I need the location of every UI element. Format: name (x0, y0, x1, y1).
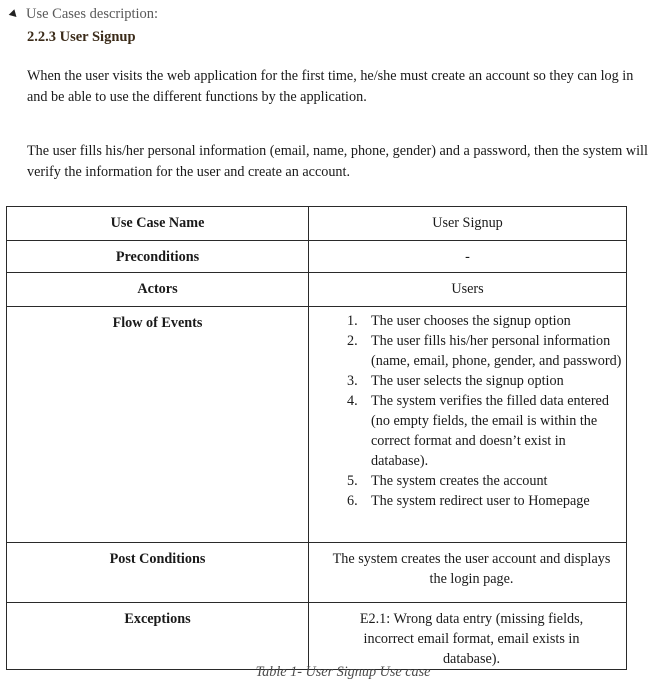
list-item: 2. The user fills his/her personal information (name, email, phone, gender, and password) (347, 333, 622, 369)
section-heading-text: Use Cases description: (26, 6, 159, 22)
row-value: - (309, 241, 627, 273)
row-label: Actors (7, 273, 309, 307)
list-item: 6. The system redirect user to Homepage (347, 493, 590, 509)
flow-of-events-list (309, 307, 626, 511)
section-heading[interactable] (10, 6, 158, 23)
table-row (7, 307, 627, 543)
intro-paragraph: When the user visits the web application for the first time, he/she must create an account so they can log in and be able to use the different functions by the application. (27, 68, 634, 105)
list-item: 3. The user selects the signup option (347, 373, 564, 389)
collapse-triangle-icon[interactable] (9, 9, 20, 20)
row-value: Users (309, 273, 627, 307)
row-label: Exceptions (7, 603, 309, 670)
row-label: Flow of Events (7, 307, 309, 543)
table-row (7, 207, 627, 241)
row-label: Use Case Name (7, 207, 309, 241)
use-case-table (6, 206, 627, 670)
table-row (7, 241, 627, 273)
row-value: The system creates the user account and displays the login page. (309, 543, 627, 603)
table-row (7, 543, 627, 603)
table-caption: Table 1- User Signup Use case (255, 664, 431, 680)
table-row (7, 603, 627, 670)
row-label: Preconditions (7, 241, 309, 273)
row-value: E2.1: Wrong data entry (missing fields, incorrect email format, email exists in database). (309, 603, 627, 670)
subsection-title: 2.2.3 User Signup (27, 29, 136, 45)
details-paragraph: The user fills his/her personal information (email, name, phone, gender) and a password, then the system will verify the information for the user and create an account. (27, 143, 648, 180)
list-item: 1. The user chooses the signup option (347, 313, 571, 329)
row-value: User Signup (309, 207, 627, 241)
row-label: Post Conditions (7, 543, 309, 603)
list-item: 5. The system creates the account (347, 473, 548, 489)
flow-of-events-cell (309, 307, 627, 543)
list-item: 4. The system verifies the filled data entered (no empty fields, the email is within the correct format and doesn’t exist in database). (347, 393, 609, 469)
table-row (7, 273, 627, 307)
